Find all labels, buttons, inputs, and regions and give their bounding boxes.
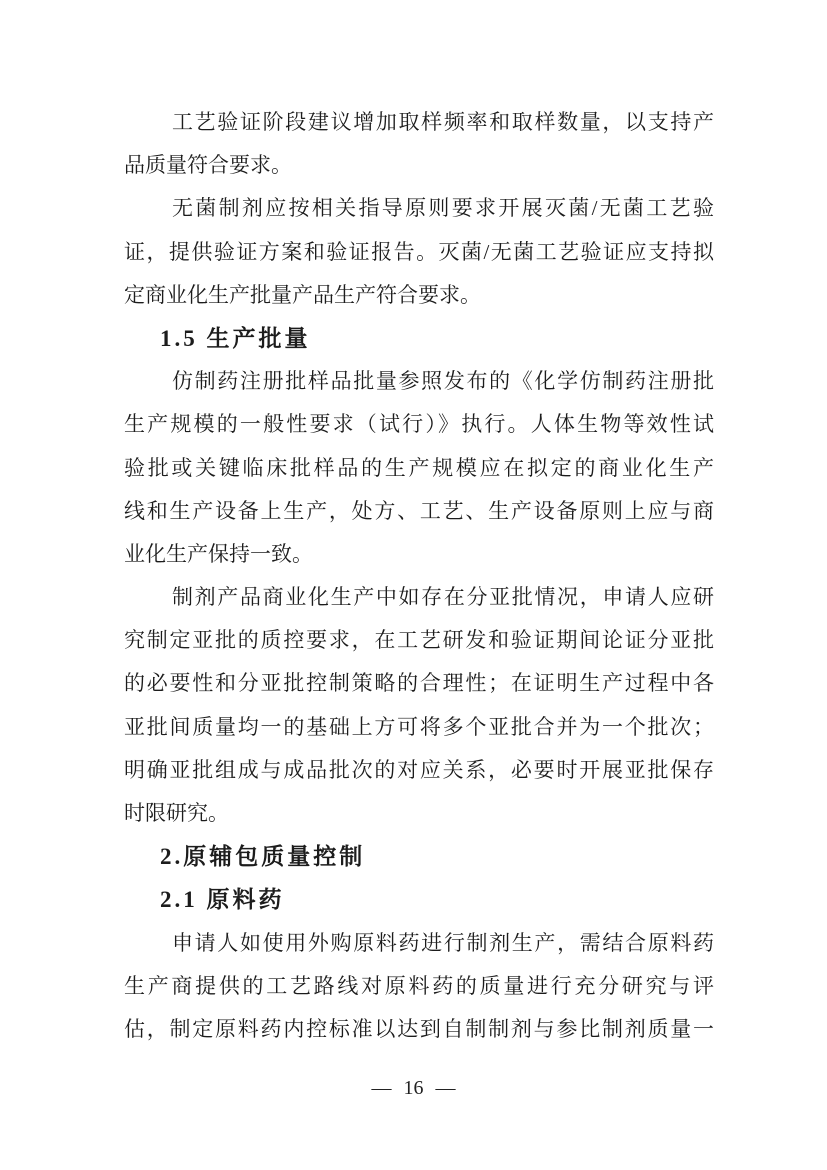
body-line: 估，制定原料药内控标准以达到自制制剂与参比制剂质量一 xyxy=(124,1016,714,1041)
body-line: 亚批间质量均一的基础上方可将多个亚批合并为一个批次； xyxy=(124,714,714,739)
body-line: 制剂产品商业化生产中如存在分亚批情况，申请人应研 xyxy=(172,585,714,610)
body-line: 时限研究。 xyxy=(124,801,229,825)
page-footer xyxy=(0,1074,827,1102)
body-line: 明确亚批组成与成品批次的对应关系，必要时开展亚批保存 xyxy=(124,757,714,782)
section-heading-1-5: 1.5 生产批量 xyxy=(160,325,311,351)
body-line: 申请人如使用外购原料药进行制剂生产，需结合原料药 xyxy=(172,930,714,955)
footer-dash-right: — xyxy=(435,1077,456,1099)
section-heading-2-1: 2.1 原料药 xyxy=(160,887,285,913)
document-text-block xyxy=(124,101,714,1051)
body-line: 无菌制剂应按相关指导原则要求开展灭菌/无菌工艺验 xyxy=(172,196,714,221)
page-number: 16 xyxy=(403,1077,424,1099)
body-line: 生产商提供的工艺路线对原料药的质量进行充分研究与评 xyxy=(124,973,714,998)
body-line: 工艺验证阶段建议增加取样频率和取样数量，以支持产 xyxy=(172,110,714,134)
body-line: 品质量符合要求。 xyxy=(124,153,292,178)
section-heading-2: 2.原辅包质量控制 xyxy=(160,844,366,870)
body-line: 线和生产设备上生产，处方、工艺、生产设备原则上应与商 xyxy=(124,498,714,523)
body-line: 究制定亚批的质控要求，在工艺研发和验证期间论证分亚批 xyxy=(124,628,714,653)
body-line: 证，提供验证方案和验证报告。灭菌/无菌工艺验证应支持拟 xyxy=(124,239,714,264)
body-line: 生产规模的一般性要求（试行）》执行。人体生物等效性试 xyxy=(124,412,714,437)
footer-dash-left: — xyxy=(371,1077,392,1099)
body-line: 验批或关键临床批样品的生产规模应在拟定的商业化生产 xyxy=(124,455,714,480)
body-line: 的必要性和分亚批控制策略的合理性；在证明生产过程中各 xyxy=(124,671,714,696)
body-line: 业化生产保持一致。 xyxy=(124,541,313,566)
body-line: 仿制药注册批样品批量参照发布的《化学仿制药注册批 xyxy=(172,369,714,394)
body-line: 定商业化生产批量产品生产符合要求。 xyxy=(124,282,481,307)
